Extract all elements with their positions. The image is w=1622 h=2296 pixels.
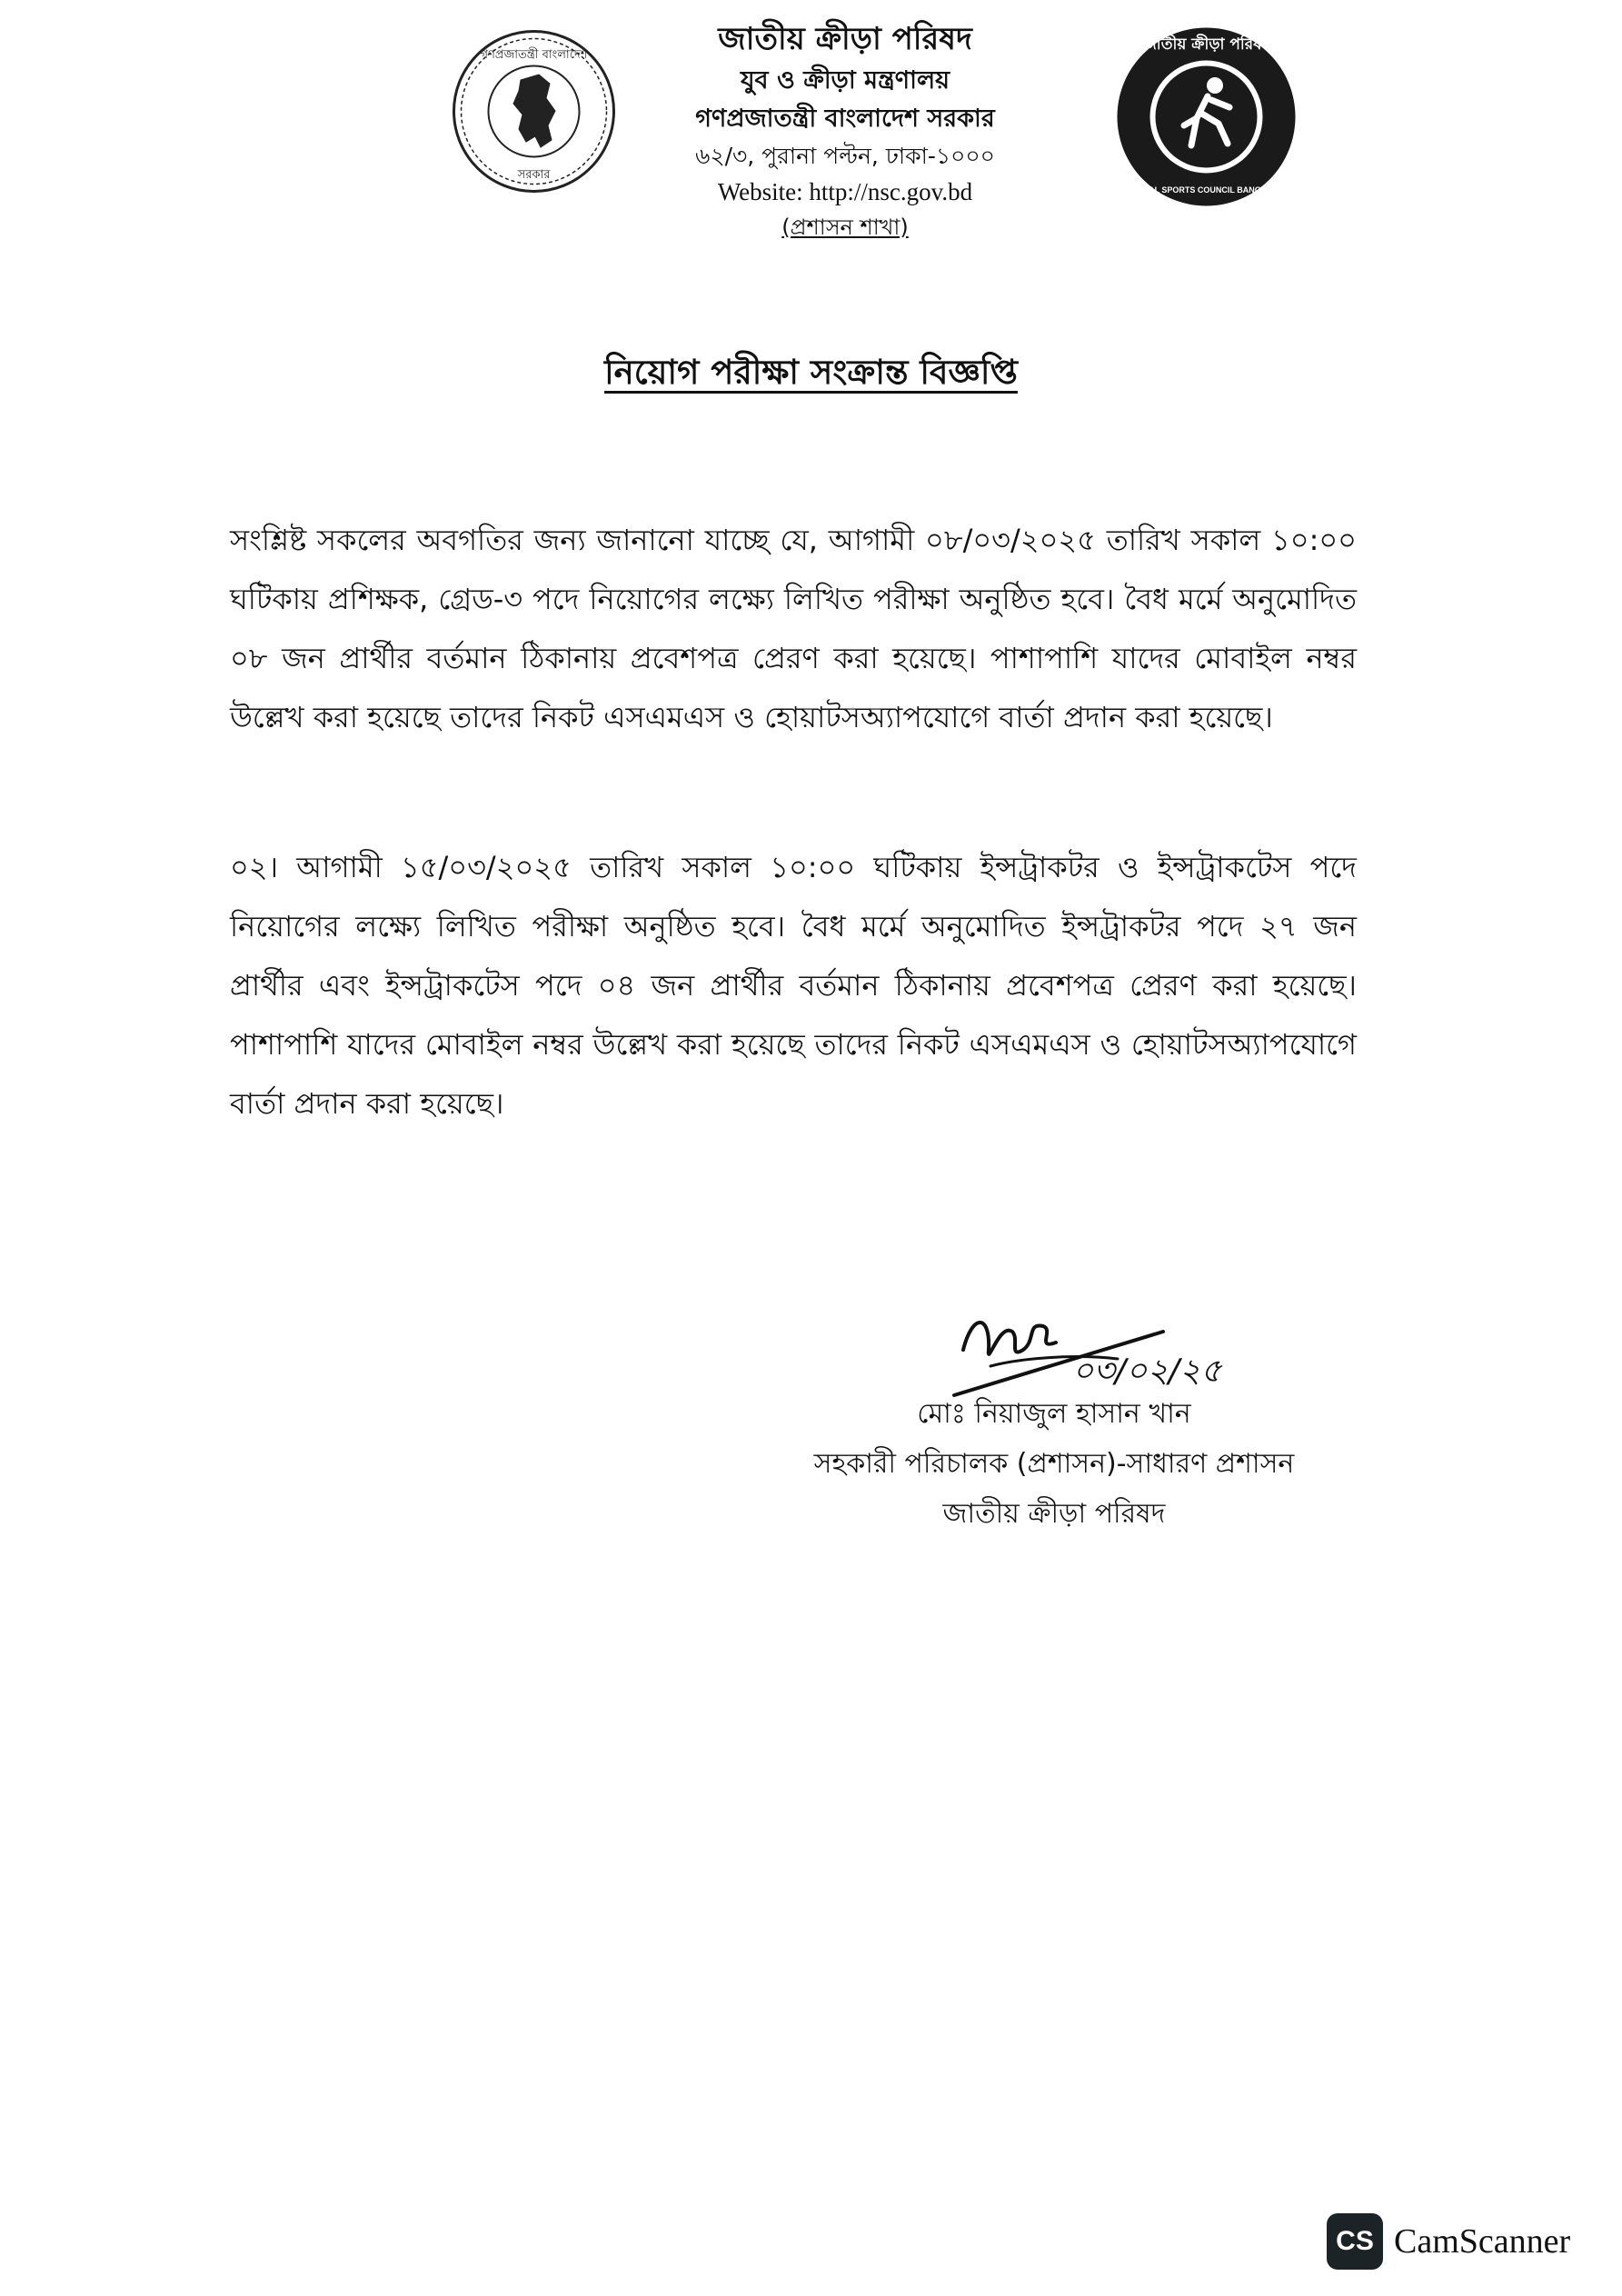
svg-text:০৩/০২/২৫: ০৩/০২/২৫ <box>1072 1353 1222 1390</box>
signer-designation: সহকারী পরিচালক (প্রশাসন)-সাধারণ প্রশাসন <box>813 1448 1295 1480</box>
address: ৬২/৩, পুরানা পল্টন, ঢাকা-১০০০ <box>695 143 995 169</box>
notice-paragraph-1: সংশ্লিষ্ট সকলের অবগতির জন্য জানানো যাচ্ছে যে, আগামী ০৮/০৩/২০২৫ তারিখ সকাল ১০:০০ ঘটিকায় প্রশিক্ষক, গ্রেড-৩ পদে নিয়োগের লক্ষ্যে লিখিত পরীক্ষা অনুষ্ঠিত হবে। বৈধ মর্মে অনুমোদিত ০৮ জন প্রার্থীর বর্তমান ঠিকানায় প্রবেশপত্র প্রেরণ করা হয়েছে। পাশাপাশি যাদের মোবাইল নম্বর উল্লেখ করা হয়েছে তাদের নিকট এসএমএস ও হোয়াটসঅ্যাপযোগে বার্তা প্রদান করা হয়েছে। <box>230 523 1357 734</box>
signer-name: মোঃ নিয়াজুল হাসান খান <box>917 1398 1191 1430</box>
svg-text:সরকার: সরকার <box>517 168 551 182</box>
branch-name: (প্রশাসন শাখা) <box>781 215 909 240</box>
org-name: জাতীয় ক্রীড়া পরিষদ <box>718 21 972 57</box>
svg-text:গণপ্রজাতন্ত্রী বাংলাদেশ: গণপ্রজাতন্ত্রী বাংলাদেশ <box>480 48 588 62</box>
camscanner-label: CamScanner <box>1394 2222 1571 2261</box>
government-name: গণপ্রজাতন্ত্রী বাংলাদেশ সরকার <box>695 105 995 133</box>
ministry-name: যুব ও ক্রীড়া মন্ত্রণালয় <box>741 66 950 95</box>
svg-text:NATIONAL SPORTS COUNCIL BANGLA: NATIONAL SPORTS COUNCIL BANGLADESH <box>1118 185 1295 195</box>
svg-text:জাতীয় ক্রীড়া পরিষদ: জাতীয় ক্রীড়া পরিষদ <box>1142 35 1270 54</box>
government-seal <box>450 27 618 195</box>
camscanner-watermark <box>1327 2213 1570 2270</box>
nsc-logo <box>1113 24 1299 210</box>
website: Website: http://nsc.gov.bd <box>717 178 973 205</box>
notice-title: নিয়োগ পরীক্ষা সংক্রান্ত বিজ্ঞপ্তি <box>604 353 1018 392</box>
notice-paragraph-2: ০২। আগামী ১৫/০৩/২০২৫ তারিখ সকাল ১০:০০ ঘটিকায় ইন্সট্রাকটর ও ইন্সট্রাকটেস পদে নিয়োগের লক্ষ্যে লিখিত পরীক্ষা অনুষ্ঠিত হবে। বৈধ মর্মে অনুমোদিত ইন্সট্রাকটর পদে ২৭ জন প্রার্থীর এবং ইন্সট্রাকটেস পদে ০৪ জন প্রার্থীর বর্তমান ঠিকানায় প্রবেশপত্র প্রেরণ করা হয়েছে। পাশাপাশি যাদের মোবাইল নম্বর উল্লেখ করা হয়েছে তাদের নিকট এসএমএস ও হোয়াটসঅ্যাপযোগে বার্তা প্রদান করা হয়েছে। <box>230 850 1357 1121</box>
letterhead <box>636 16 1054 245</box>
signer-organization: জাতীয় ক্রীড়া পরিষদ <box>942 1498 1166 1530</box>
camscanner-logo-icon: CS <box>1327 2213 1383 2270</box>
